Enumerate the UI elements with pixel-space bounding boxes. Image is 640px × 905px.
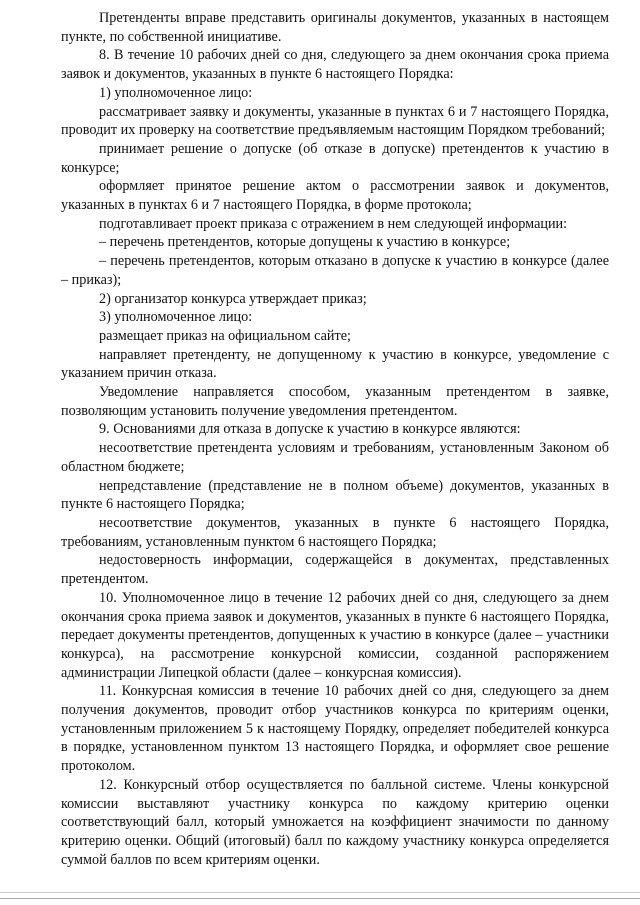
paragraph-reviews-application: рассматривает заявку и документы, указанные в пунктах 6 и 7 настоящего Порядка, проводит их проверку на соответствие предъявляемым настоящим Порядком требований;	[61, 103, 609, 139]
paragraph-item-9: 9. Основаниями для отказа в допуске к участию в конкурсе являются:	[99, 421, 521, 438]
paragraph-subitem-3: 3) уполномоченное лицо:	[99, 309, 253, 326]
paragraph-item-10: 10. Уполномоченное лицо в течение 12 рабочих дней со дня, следующего за днем окончания срока приема заявок и документов, указанных в пункте 6 настоящего Порядка, передает документы претендентов, допущенных к участию в конкурсе (далее – участники конкурса), на рассмотрение конкурсной комиссии, созданной распоряжением администрации Липецкой области (далее – конкурсная комиссия).	[61, 589, 609, 681]
scan-edge-line	[0, 892, 640, 893]
paragraph-item-8: 8. В течение 10 рабочих дней со дня, следующего за днем окончания срока приема заявок и документов, указанных в пункте 6 настоящего Порядка:	[61, 47, 609, 83]
paragraph-notice-method: Уведомление направляется способом, указанным претендентом в заявке, позволяющим установить получение уведомления претендентом.	[61, 384, 609, 419]
paragraph-admission-decision: принимает решение о допуске (об отказе в допуске) претендентов к участию в конкурсе;	[61, 140, 609, 176]
paragraph-originals-note: Претенденты вправе представить оригиналы документов, указанных в настоящем пункте, по собственной инициативе.	[61, 10, 609, 45]
document-body	[61, 9, 609, 869]
paragraph-send-notice: направляет претенденту, не допущенному к участию в конкурсе, уведомление с указанием причин отказа.	[61, 346, 609, 382]
paragraph-protocol: оформляет принятое решение актом о рассмотрении заявок и документов, указанных в пунктах 6 и 7 настоящего Порядка, в форме протокола;	[61, 178, 609, 214]
paragraph-ground-3: несоответствие документов, указанных в пункте 6 настоящего Порядка, требованиям, установленным пунктом 6 настоящего Порядка;	[61, 514, 609, 550]
paragraph-list-admitted: – перечень претендентов, которые допущены к участию в конкурсе;	[99, 234, 511, 251]
scan-edge-line-lower	[0, 898, 640, 899]
paragraph-ground-4: недостоверность информации, содержащейся в документах, представленных претендентом.	[61, 552, 609, 588]
paragraph-publish-order: размещает приказ на официальном сайте;	[99, 327, 351, 344]
paragraph-order-draft: подготавливает проект приказа с отражением в нем следующей информации:	[99, 215, 568, 232]
paragraph-list-refused: – перечень претендентов, которым отказано в допуске к участию в конкурсе (далее – приказ);	[61, 253, 609, 288]
paragraph-ground-1: несоответствие претендента условиям и требованиям, установленным Законом об областном бюджете;	[61, 440, 609, 475]
paragraph-ground-2: непредставление (представление не в полном объеме) документов, указанных в пункте 6 настоящего Порядка;	[61, 477, 609, 513]
paragraph-item-12: 12. Конкурсный отбор осуществляется по балльной системе. Члены конкурсной комиссии выставляют участнику конкурса по каждому критерию оценки соответствующий балл, который умножается на коэффициент значимости по данному критерию оценки. Общий (итоговый) балл по каждому участнику конкурса определяется суммой баллов по всем критериям оценки.	[61, 776, 609, 868]
paragraph-subitem-1: 1) уполномоченное лицо:	[99, 84, 253, 101]
paragraph-subitem-2: 2) организатор конкурса утверждает приказ;	[99, 290, 367, 307]
paragraph-item-11: 11. Конкурсная комиссия в течение 10 рабочих дней со дня, следующего за днем получения документов, проводит отбор участников конкурса по критериям оценки, установленным приложением 5 к настоящему Порядку, определяет победителей конкурса в порядке, установленном пунктом 13 настоящего Порядка, и оформляет свое решение протоколом.	[61, 683, 609, 775]
